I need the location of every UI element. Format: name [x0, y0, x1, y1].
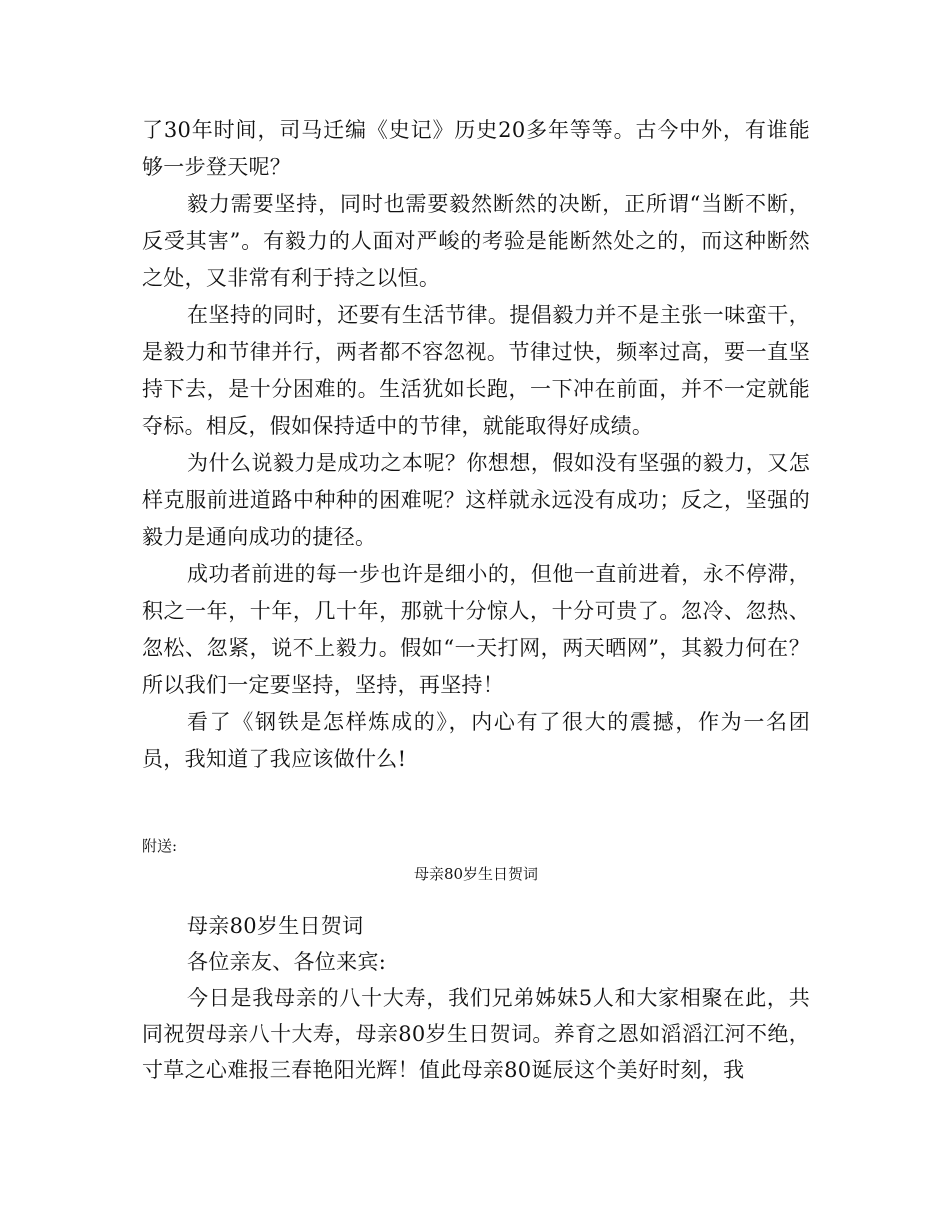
speech-paragraph: 今日是我母亲的八十大寿，我们兄弟姊妹5人和大家相聚在此，共同祝贺母亲八十大寿，母亲80岁生日贺词。养育之恩如滔滔江河不绝，寸草之心难报三春艳阳光辉！值此母亲80诞辰这个美好时刻，我 [142, 986, 810, 1082]
essay-paragraph-1: 了30年时间，司马迁编《史记》历史20多年等等。古今中外，有谁能够一步登天呢？ [142, 118, 810, 179]
appendix-title: 母亲80岁生日贺词 [413, 865, 539, 883]
speech-body [142, 908, 810, 1088]
essay-paragraph-4: 为什么说毅力是成功之本呢？你想想，假如没有坚强的毅力，又怎样克服前进道路中种种的困难呢？这样就永远没有成功；反之，坚强的毅力是通向成功的捷径。 [142, 451, 810, 549]
essay-body [142, 112, 810, 778]
essay-paragraph-2: 毅力需要坚持，同时也需要毅然断然的决断，正所谓“当断不断，反受其害”。有毅力的人面对严峻的考验是能断然处之的，而这种断然之处，又非常有利于持之以恒。 [142, 192, 810, 290]
essay-paragraph-6: 看了《钢铁是怎样炼成的》，内心有了很大的震撼，作为一名团员，我知道了我应该做什么! [142, 710, 810, 771]
essay-paragraph-3: 在坚持的同时，还要有生活节律。提倡毅力并不是主张一味蛮干，是毅力和节律并行，两者都不容忽视。节律过快，频率过高，要一直坚持下去，是十分困难的。生活犹如长跑，一下冲在前面，并不一定就能夺标。相反，假如保持适中的节律，就能取得好成绩。 [142, 303, 810, 438]
appendix-label: 附送: [142, 837, 178, 855]
essay-paragraph-5: 成功者前进的每一步也许是细小的，但他一直前进着，永不停滞，积之一年，十年，几十年，那就十分惊人，十分可贵了。忽冷、忽热、忽松、忽紧，说不上毅力。假如“一天打网，两天晒网”，其毅力何在？所以我们一定要坚持，坚持，再坚持！ [142, 562, 810, 697]
speech-heading: 母亲80岁生日贺词 [187, 914, 364, 938]
speech-greeting: 各位亲友、各位来宾: [187, 950, 387, 974]
